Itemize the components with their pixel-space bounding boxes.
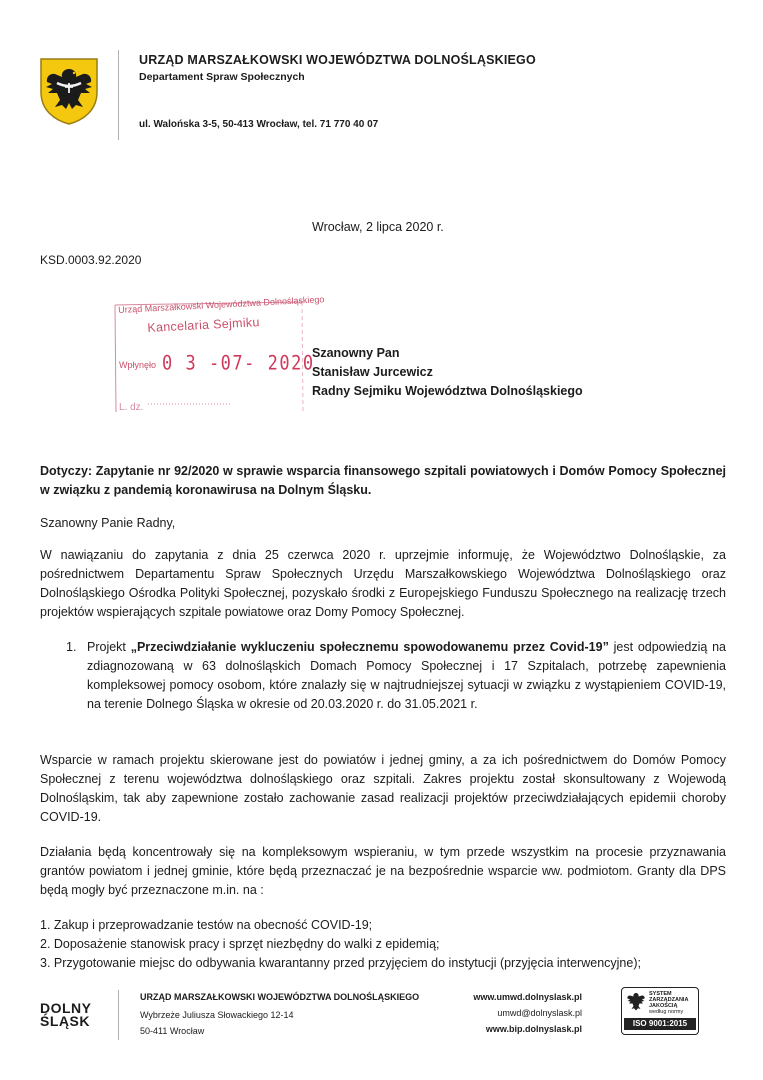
paragraph-1: W nawiązaniu do zapytania z dnia 25 czerwca 2020 r. uprzejmie informuję, że Województwo Dolnośląskie, za pośrednictwem Departamentu Spraw Społecznych Urzędu Marszałkowskiego Województwa Dolnośląskiego oraz Dolnośląskiego Ośrodka Polityki Społecznej, pozyskało środki z Europejskiego Funduszu Społecznego na realizację trzech projektów wspierających szpitale powiatowe oraz Domy Pomocy Społecznej.: [40, 548, 726, 619]
dolny-slask-logo: [40, 1002, 92, 1028]
paragraph-2: Wsparcie w ramach projektu skierowane jest do powiatów i jednej gminy, a za ich pośrednictwem do Domów Pomocy Społecznej z terenu województwa dolnośląskiego oraz szpitali. Zakres projektu został skonsultowany z Wojewodą Dolnośląskim, tak aby zapewnione zostało zachowanie zasad realizacji projektów przeciwdziałających epidemii choroby COVID-19.: [40, 753, 726, 824]
greeting: Szanowny Panie Radny,: [40, 516, 176, 530]
stamp-received-date: 0 3 -07- 2020: [162, 352, 315, 375]
logo-line-1: DOLNY: [40, 1000, 92, 1016]
list-item: 3. Przygotowanie miejsc do odbywania kwarantanny przed przyjęciem do instytucji (przyjęcia interwencyjne);: [40, 956, 641, 970]
lower-silesia-eagle-crest-icon: [38, 56, 100, 126]
iso-caption-line: ZARZĄDZANIA: [649, 997, 689, 1003]
institution-address: ul. Walońska 3-5, 50-413 Wrocław, tel. 71 770 40 07: [139, 119, 379, 130]
item-prefix: Projekt: [87, 640, 131, 654]
stamp-chancellery-line: Kancelaria Sejmiku: [147, 315, 260, 335]
reference-number: KSD.0003.92.2020: [40, 253, 142, 267]
letter-date: Wrocław, 2 lipca 2020 r.: [312, 220, 444, 234]
list-item: 1. Zakup i przeprowadzanie testów na obecność COVID-19;: [40, 918, 373, 932]
item-text: [87, 638, 726, 714]
stamp-ld-label: L. dz.: [119, 402, 144, 413]
iso-caption-line: JAKOŚCIĄ: [649, 1003, 678, 1009]
addressee-name: Stanisław Jurcewicz: [312, 365, 433, 379]
iso-caption: [649, 991, 688, 1015]
footer-email-link[interactable]: umwd@dolnyslask.pl: [497, 1008, 582, 1018]
addressee-salutation: Szanowny Pan: [312, 346, 400, 360]
numbered-item-1: [66, 638, 726, 714]
footer-divider: [118, 990, 119, 1040]
header-divider: [118, 50, 119, 140]
addressee-title: Radny Sejmiku Województwa Dolnośląskiego: [312, 384, 583, 398]
iso-caption-line: SYSTEM: [649, 991, 672, 997]
stamp-received-label: Wpłynęło: [119, 360, 157, 370]
footer-city: 50-411 Wrocław: [140, 1026, 205, 1036]
item-rest: jest odpowiedzią na zdiagnozowaną w 63 dolnośląskich Domach Pomocy Społecznej i 17 Szpitalach, potrzebę zapewnienia kompleksowej pomocy osobom, które znalazły się w najtrudniejszej sytuacji w związku z wystąpieniem COVID-19, na terenie Dolnego Śląska w okresie od 20.03.2020 r. do 31.05.2021 r.: [87, 640, 726, 711]
footer-institution-name: URZĄD MARSZAŁKOWSKI WOJEWÓDZTWA DOLNOŚLĄSKIEGO: [140, 992, 420, 1002]
iso-caption-line: według normy: [649, 1009, 684, 1015]
footer-bip-link[interactable]: www.bip.dolnyslask.pl: [485, 1024, 582, 1034]
item-number: 1.: [66, 640, 77, 654]
iso-standard-label: ISO 9001:2015: [624, 1018, 696, 1030]
stamp-office-line: Urząd Marszałkowski Województwa Dolnośląskiego: [118, 294, 325, 315]
department-name: Departament Spraw Społecznych: [139, 71, 305, 83]
list-item: 2. Doposażenie stanowisk pracy i sprzęt niezbędny do walki z epidemią;: [40, 937, 440, 951]
logo-line-2: ŚLĄSK: [40, 1013, 90, 1029]
addressee-block: [312, 344, 583, 401]
paragraph-3: Działania będą koncentrowały się na kompleksowym wspieraniu, w tym przede wszystkim na procesie przyznawania grantów powiatom i jednej gminie, które będą przeznaczać je na bezpośrednie wsparcie ww. podmiotom. Granty dla DPS będą mogły być przeznaczone m.in. na :: [40, 845, 726, 897]
eagle-icon: [626, 991, 646, 1013]
letter-subject: Dotyczy: Zapytanie nr 92/2020 w sprawie wsparcia finansowego szpitali powiatowych i Domów Pomocy Społecznej w związku z pandemią koronawirusa na Dolnym Śląsku.: [40, 464, 726, 497]
institution-name: URZĄD MARSZAŁKOWSKI WOJEWÓDZTWA DOLNOŚLĄSKIEGO: [139, 53, 536, 67]
project-name: „Przeciwdziałanie wykluczeniu społecznemu spowodowanemu przez Covid-19”: [130, 640, 609, 654]
footer-street: Wybrzeże Juliusza Słowackiego 12-14: [140, 1010, 294, 1020]
footer-website-link[interactable]: www.umwd.dolnyslask.pl: [473, 992, 582, 1002]
